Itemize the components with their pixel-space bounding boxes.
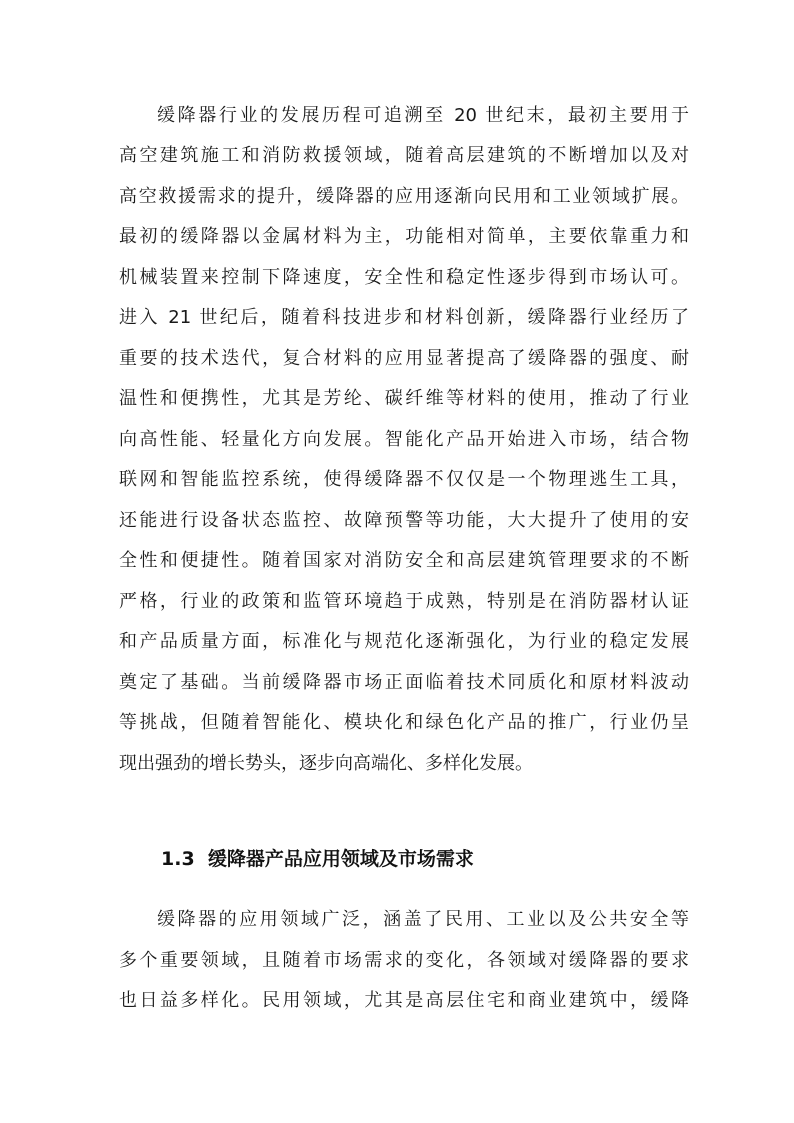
paragraph-1-line-4: 最初的缓降器以金属材料为主，功能相对简单，主要依靠重力和: [119, 226, 689, 247]
paragraph-1-line-7: 重要的技术迭代，复合材料的应用显著提高了缓降器的强度、耐: [119, 348, 689, 369]
paragraph-2-line-3: 也日益多样化。民用领域，尤其是高层住宅和商业建筑中，缓降: [119, 990, 689, 1011]
paragraph-1-line-2: 高空建筑施工和消防救援领域，随着高层建筑的不断增加以及对: [119, 145, 689, 166]
paragraph-2-line-2: 多个重要领域，且随着市场需求的变化，各领域对缓降器的要求: [119, 950, 689, 971]
paragraph-1-line-12: 全性和便捷性。随着国家对消防安全和高层建筑管理要求的不断: [119, 550, 689, 571]
paragraph-1-line-13: 严格，行业的政策和监管环境趋于成熟，特别是在消防器材认证: [119, 591, 689, 612]
paragraph-1-line-15: 奠定了基础。当前缓降器市场正面临着技术同质化和原材料波动: [119, 672, 689, 693]
paragraph-1-line-6: 进入 21 世纪后，随着科技进步和材料创新，缓降器行业经历了: [119, 307, 689, 328]
section-number: 1.3: [161, 848, 195, 870]
paragraph-1-line-14: 和产品质量方面，标准化与规范化逐渐强化，为行业的稳定发展: [119, 631, 689, 652]
paragraph-1-line-17: 现出强劲的增长势头，逐步向高端化、多样化发展。: [119, 753, 533, 774]
paragraph-1-line-3: 高空救援需求的提升，缓降器的应用逐渐向民用和工业领域扩展。: [119, 186, 689, 207]
paragraph-1-line-8: 温性和便携性，尤其是芳纶、碳纤维等材料的使用，推动了行业: [119, 388, 689, 409]
section-heading: [161, 842, 474, 876]
paragraph-1-line-1: 缓降器行业的发展历程可追溯至 20 世纪末，最初主要用于: [157, 105, 689, 126]
paragraph-1-line-10: 联网和智能监控系统，使得缓降器不仅仅是一个物理逃生工具，: [119, 469, 689, 490]
paragraph-1-line-16: 等挑战，但随着智能化、模块化和绿色化产品的推广，行业仍呈: [119, 712, 689, 733]
paragraph-1-line-11: 还能进行设备状态监控、故障预警等功能，大大提升了使用的安: [119, 510, 689, 531]
paragraph-1-line-9: 向高性能、轻量化方向发展。智能化产品开始进入市场，结合物: [119, 429, 689, 450]
section-title: 缓降器产品应用领域及市场需求: [207, 848, 474, 870]
paragraph-1-line-5: 机械装置来控制下降速度，安全性和稳定性逐步得到市场认可。: [119, 267, 689, 288]
paragraph-2-line-1: 缓降器的应用领域广泛，涵盖了民用、工业以及公共安全等: [157, 909, 689, 930]
